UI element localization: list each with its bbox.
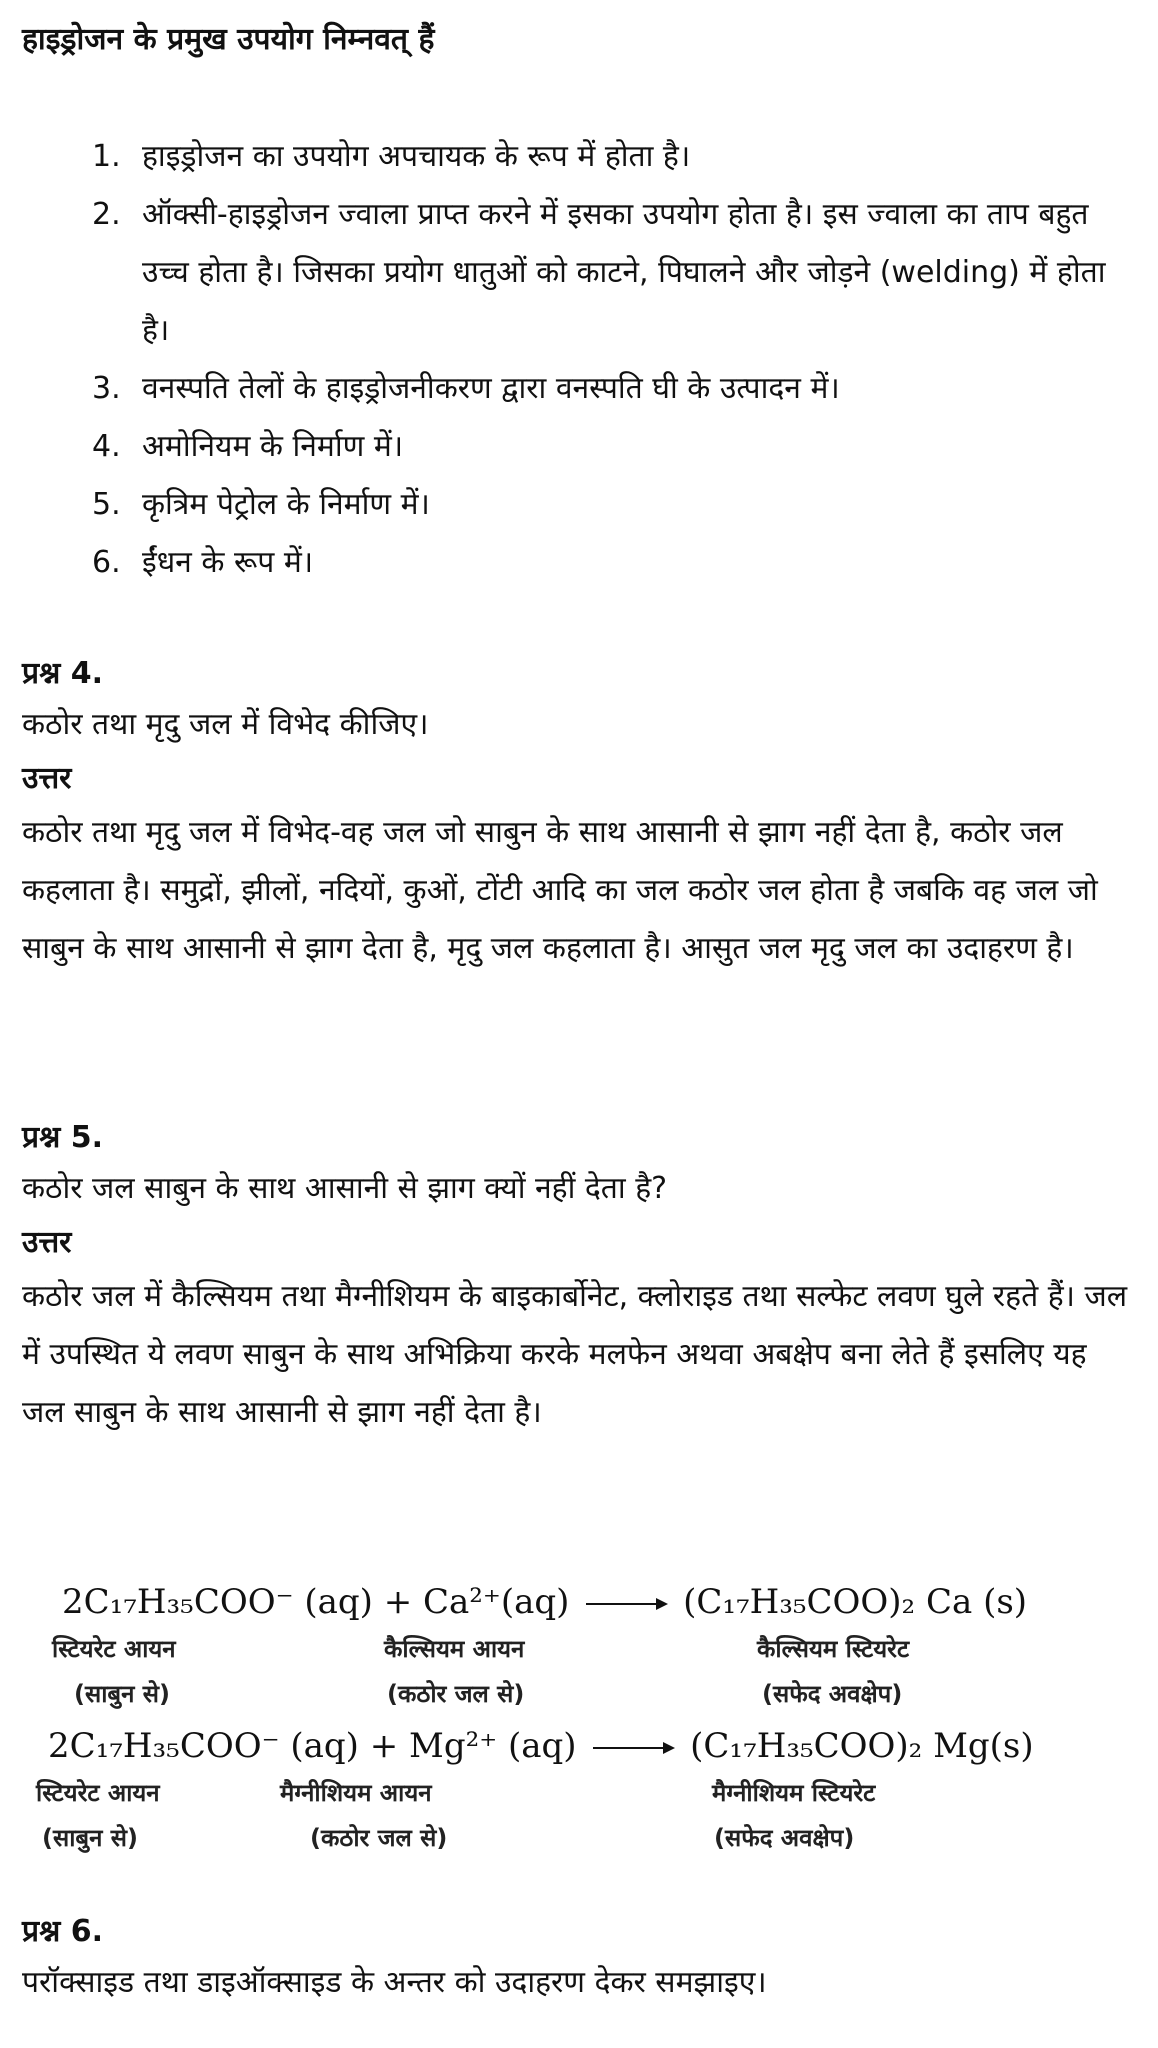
reaction-1-label-c2: (सफेद अवक्षेप) <box>762 1680 903 1708</box>
reaction-2-label-c2: (सफेद अवक्षेप) <box>714 1824 855 1852</box>
list-number: 3. <box>92 371 121 406</box>
reaction-1-label-c: कैल्सियम स्टियरेट <box>757 1635 910 1663</box>
reaction-2-label-c: मैग्नीशियम स्टियरेट <box>712 1779 876 1807</box>
list-number: 2. <box>92 197 121 232</box>
list-item-text: कृत्रिम पेट्रोल के निर्माण में। <box>142 487 430 522</box>
reaction-1-rhs: (C₁₇H₃₅COO)₂ Ca (s) <box>683 1582 1028 1622</box>
question-6-text: परॉक्साइड तथा डाइऑक्साइड के अन्तर को उदाहरण देकर समझाइए। <box>22 1965 767 2000</box>
question-5-label: प्रश्न 5. <box>22 1120 103 1155</box>
reaction-1-label-b2: (कठोर जल से) <box>387 1680 525 1708</box>
list-item <box>92 418 1132 476</box>
answer-5-text: कठोर जल में कैल्सियम तथा मैग्नीशियम के बाइकार्बोनेट, क्लोराइड तथा सल्फेट लवण घुले रहते हैं। जल में उपस्थित ये लवण साबुन के साथ अभिक्रिया करके मलफेन अथवा अबक्षेप बना लेते हैं इसलिए यह जल साबुन के साथ आसानी से झाग नहीं देता है। <box>22 1279 1128 1430</box>
reaction-2-rhs: (C₁₇H₃₅COO)₂ Mg(s) <box>690 1726 1034 1766</box>
reaction-2-label-a: स्टियरेट आयन <box>36 1779 160 1807</box>
reaction-1-label-b: कैल्सियम आयन <box>384 1635 525 1663</box>
question-5-text: कठोर जल साबुन के साथ आसानी से झाग क्यों नहीं देता है? <box>22 1171 668 1206</box>
answer-4-text: कठोर तथा मृदु जल में विभेद-वह जल जो साबुन के साथ आसानी से झाग नहीं देता है, कठोर जल कहलाता है। समुद्रों, झीलों, नदियों, कुओं, टोंटी आदि का जल कठोर जल होता है जबकि वह जल जो साबुन के साथ आसानी से झाग देता है, मृदु जल कहलाता है। आसुत जल मृदु जल का उदाहरण है। <box>22 815 1098 966</box>
list-item-text: वनस्पति तेलों के हाइड्रोजनीकरण द्वारा वनस्पति घी के उत्पादन में। <box>142 371 840 406</box>
question-4-label: प्रश्न 4. <box>22 656 103 691</box>
arrow-icon <box>586 1603 666 1605</box>
question-4-text: कठोर तथा मृदु जल में विभेद कीजिए। <box>22 707 429 742</box>
reaction-1-lhs: 2C₁₇H₃₅COO⁻ (aq) + Ca²⁺(aq) <box>62 1582 570 1622</box>
uses-list <box>92 128 1132 592</box>
reaction-1-label-a: स्टियरेट आयन <box>52 1635 176 1663</box>
reaction-2-label-b: मैग्नीशियम आयन <box>280 1779 432 1807</box>
answer-5-label: उत्तर <box>22 1225 72 1260</box>
list-item-text: हाइड्रोजन का उपयोग अपचायक के रूप में होता है। <box>142 139 691 174</box>
list-item-text: ऑक्सी-हाइड्रोजन ज्वाला प्राप्त करने में इसका उपयोग होता है। इस ज्वाला का ताप बहुत उच्च होता है। जिसका प्रयोग धातुओं को काटने, पिघालने और जोड़ने (welding) में होता है। <box>142 197 1106 348</box>
list-number: 5. <box>92 487 121 522</box>
reaction-1-label-a2: (साबुन से) <box>74 1680 170 1708</box>
question-4-block <box>22 652 1132 978</box>
list-item-text: ईंधन के रूप में। <box>142 545 314 580</box>
reaction-2-label-a2: (साबुन से) <box>42 1824 138 1852</box>
reaction-1-equation <box>62 1582 1027 1622</box>
list-item <box>92 186 1132 360</box>
list-number: 4. <box>92 429 121 464</box>
section-heading: हाइड्रोजन के प्रमुख उपयोग निम्नवत् हैं <box>22 22 435 57</box>
list-number: 6. <box>92 545 121 580</box>
list-item-text: अमोनियम के निर्माण में। <box>142 429 404 464</box>
reaction-2-label-b2: (कठोर जल से) <box>310 1824 448 1852</box>
question-6-block <box>22 1910 1132 2012</box>
list-item <box>92 360 1132 418</box>
list-number: 1. <box>92 139 121 174</box>
list-item <box>92 534 1132 592</box>
arrow-icon <box>593 1747 673 1749</box>
question-5-block <box>22 1116 1132 1442</box>
reaction-2-equation <box>48 1726 1034 1766</box>
question-6-label: प्रश्न 6. <box>22 1914 103 1949</box>
list-item <box>92 128 1132 186</box>
reaction-2-lhs: 2C₁₇H₃₅COO⁻ (aq) + Mg²⁺ (aq) <box>48 1726 577 1766</box>
list-item <box>92 476 1132 534</box>
answer-4-label: उत्तर <box>22 761 72 796</box>
